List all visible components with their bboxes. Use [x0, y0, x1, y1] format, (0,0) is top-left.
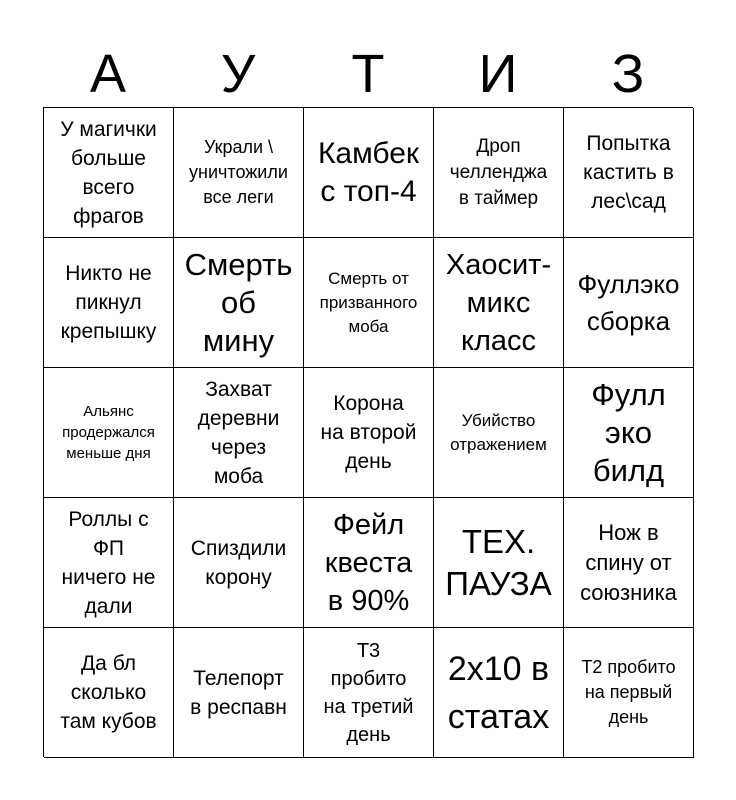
cell-text: Альянс продержался меньше дня [62, 403, 155, 462]
bingo-cell[interactable] [434, 368, 564, 498]
cell-text: Попытка кастить в лес\сад [583, 132, 674, 213]
cell-text: Нож в спину от союзника [580, 519, 677, 605]
bingo-cell[interactable] [564, 108, 694, 238]
bingo-cell[interactable] [174, 498, 304, 628]
bingo-cell[interactable] [304, 108, 434, 238]
bingo-cell[interactable] [174, 628, 304, 758]
cell-text: Захват деревни через моба [197, 377, 280, 488]
bingo-cell[interactable] [564, 498, 694, 628]
cell-text: Роллы с ФП ничего не дали [61, 507, 156, 618]
cell-text: Убийство отражением [450, 410, 547, 454]
bingo-cell[interactable] [44, 498, 174, 628]
bingo-header [43, 44, 693, 104]
cell-text: Фулл эко билд [591, 376, 666, 488]
cell-text: У магички больше всего фрагов [60, 117, 157, 228]
header-letter: Т [351, 44, 385, 104]
header-letter: З [611, 44, 645, 104]
cell-text: Дроп челленджа в таймер [449, 135, 548, 209]
bingo-cell[interactable] [44, 238, 174, 368]
cell-text: Т3 пробито на третий день [323, 639, 414, 746]
bingo-cell[interactable] [304, 238, 434, 368]
bingo-cell[interactable] [304, 368, 434, 498]
cell-text: Камбек с топ-4 [317, 136, 420, 208]
header-letter: И [478, 44, 518, 104]
bingo-cell[interactable] [434, 108, 564, 238]
bingo-cell[interactable] [434, 238, 564, 368]
bingo-cell[interactable] [174, 368, 304, 498]
bingo-cell[interactable] [434, 628, 564, 758]
cell-text: 2x10 в статах [447, 649, 550, 736]
cell-text: Телепорт в респавн [190, 666, 287, 719]
cell-text: Спиздили корону [190, 536, 287, 589]
cell-text: Фейл квеста в 90% [324, 508, 413, 617]
bingo-cell[interactable] [564, 368, 694, 498]
bingo-cell[interactable] [174, 108, 304, 238]
bingo-cell[interactable] [304, 628, 434, 758]
cell-text: Смерть от призванного моба [319, 268, 418, 336]
cell-text: Корона на второй день [320, 392, 417, 473]
cell-text: Хаосит- микс класс [445, 248, 552, 357]
bingo-cell[interactable] [44, 628, 174, 758]
bingo-cell[interactable] [174, 238, 304, 368]
header-letter: А [89, 44, 127, 104]
cell-text: ТЕХ. ПАУЗА [445, 522, 552, 602]
header-letter: У [220, 44, 256, 104]
bingo-cell[interactable] [434, 498, 564, 628]
cell-text: Украли \ уничтожили все леги [189, 137, 288, 207]
bingo-cell[interactable] [564, 238, 694, 368]
cell-text: Фуллэко сборка [577, 268, 680, 336]
bingo-cell[interactable] [304, 498, 434, 628]
cell-text: Смерть об мину [184, 246, 293, 358]
bingo-cell[interactable] [564, 628, 694, 758]
bingo-cell[interactable] [44, 108, 174, 238]
bingo-grid [43, 107, 693, 757]
cell-text: Да бл сколько там кубов [60, 652, 157, 733]
bingo-cell[interactable] [44, 368, 174, 498]
cell-text: Никто не пикнул крепышку [60, 262, 157, 343]
cell-text: Т2 пробито на первый день [581, 657, 676, 727]
